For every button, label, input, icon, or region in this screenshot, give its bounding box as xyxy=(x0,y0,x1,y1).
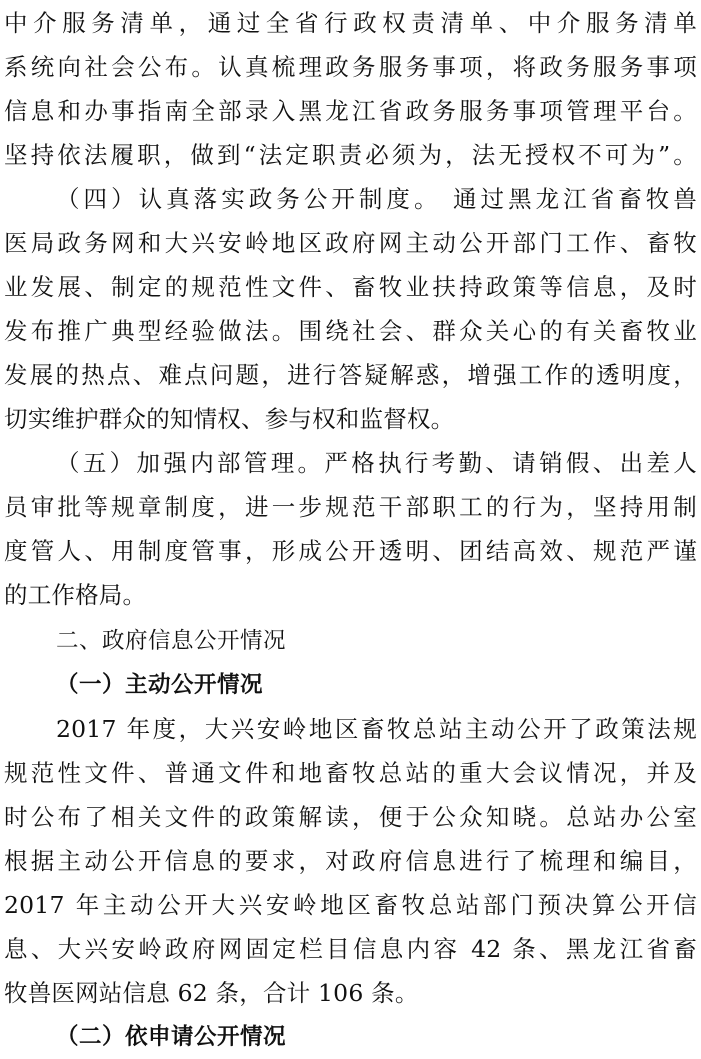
p3-line-2: 员审批等规章制度，进一步规范干部职工的行为，坚持用制 xyxy=(4,493,697,521)
subheading-request-disclosure: （二）依申请公开情况 xyxy=(56,1024,287,1050)
p2-line-1: （四）认真落实政务公开制度。 通过黑龙江省畜牧兽 xyxy=(56,185,697,213)
p1-line-1: 中介服务清单，通过全省行政权责清单、中介服务清单 xyxy=(4,9,697,37)
p1-line-3: 信息和办事指南全部录入黑龙江省政务服务事项管理平台。 xyxy=(4,97,697,125)
p4-line-1: 2017 年度，大兴安岭地区畜牧总站主动公开了政策法规 xyxy=(56,715,697,743)
p4-line-7: 牧兽医网站信息 62 条，合计 106 条。 xyxy=(4,979,419,1007)
p4-line-5: 2017 年主动公开大兴安岭地区畜牧总站部门预决算公开信 xyxy=(4,891,697,919)
p4-line-2: 规范性文件、普通文件和地畜牧总站的重大会议情况，并及 xyxy=(4,759,697,787)
p1-line-4: 坚持依法履职，做到“法定职责必须为，法无授权不可为”。 xyxy=(4,141,697,169)
subheading-active-disclosure: （一）主动公开情况 xyxy=(56,672,264,698)
p4-line-6: 息、大兴安岭政府网固定栏目信息内容 42 条、黑龙江省畜 xyxy=(4,935,697,963)
p4-line-3: 时公布了相关文件的政策解读，便于公众知晓。总站办公室 xyxy=(4,803,697,831)
p2-line-5: 发展的热点、难点问题，进行答疑解惑，增强工作的透明度， xyxy=(4,361,697,389)
p3-line-3: 度管人、用制度管事，形成公开透明、团结高效、规范严谨 xyxy=(4,537,697,565)
p4-line-4: 根据主动公开信息的要求，对政府信息进行了梳理和编目， xyxy=(4,847,697,875)
p2-line-4: 发布推广典型经验做法。围绕社会、群众关心的有关畜牧业 xyxy=(4,317,697,345)
p2-line-6: 切实维护群众的知情权、参与权和监督权。 xyxy=(4,405,455,433)
section-heading: 二、政府信息公开情况 xyxy=(56,628,287,654)
p1-line-2: 系统向社会公布。认真梳理政务服务事项，将政务服务事项 xyxy=(4,53,697,81)
p3-line-4: 的工作格局。 xyxy=(4,581,147,609)
p2-line-3: 业发展、制定的规范性文件、畜牧业扶持政策等信息，及时 xyxy=(4,273,697,301)
p2-line-2: 医局政务网和大兴安岭地区政府网主动公开部门工作、畜牧 xyxy=(4,229,697,257)
p3-line-1: （五）加强内部管理。严格执行考勤、请销假、出差人 xyxy=(56,449,697,477)
